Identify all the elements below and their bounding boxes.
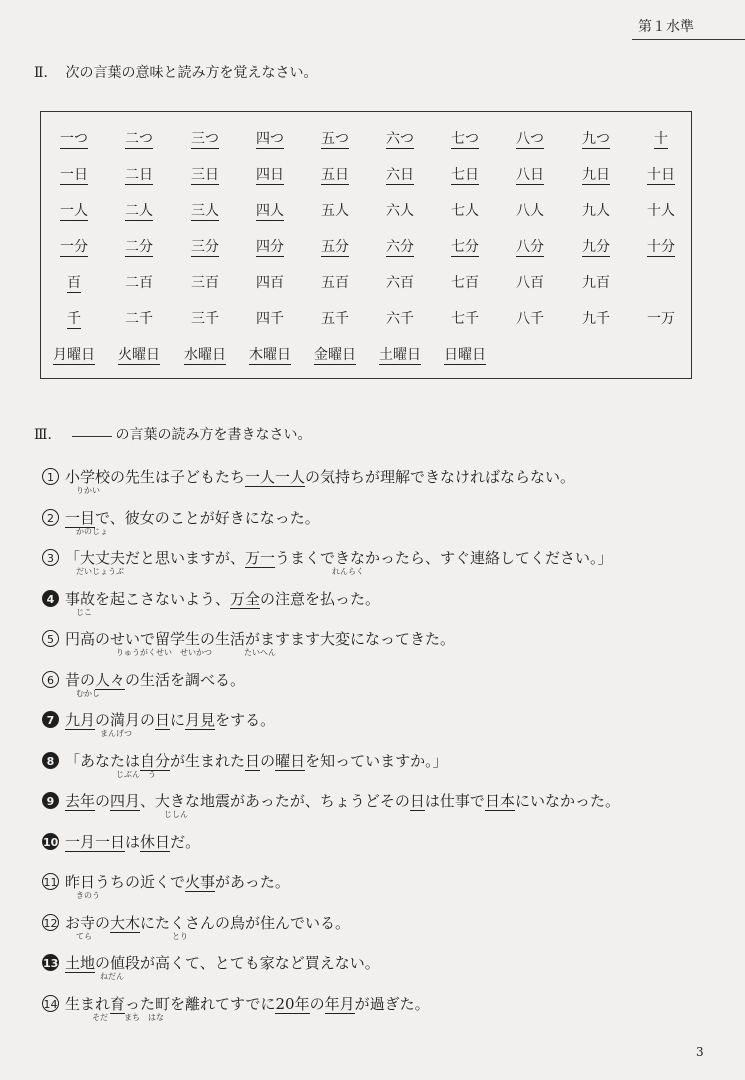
vocab-word-text: 三人: [191, 203, 219, 219]
vocab-word: [245, 344, 295, 364]
vocab-word: [375, 128, 425, 148]
sentence-text: 「あなたは: [65, 751, 141, 770]
vocab-word: [180, 236, 230, 256]
sentence-text: は仕事で: [424, 792, 485, 810]
vocab-word: [375, 236, 425, 256]
level-label: 第１水準: [632, 14, 745, 40]
vocab-word-text: 七百: [451, 275, 479, 291]
vocab-word-text: 十分: [647, 239, 675, 255]
question-item: [42, 750, 722, 790]
question-item: [42, 628, 722, 668]
vocab-word-text: 二人: [125, 203, 153, 219]
sentence-text: を知っていますか。」: [305, 751, 448, 770]
vocab-word: [310, 308, 360, 328]
sentence-text: 昔の: [65, 670, 96, 689]
vocab-word: [440, 200, 490, 220]
sentence-text: の: [309, 994, 325, 1013]
question-number: 2: [42, 509, 59, 526]
vocab-word-text: 五人: [321, 203, 349, 219]
vocab-word-text: 五千: [321, 311, 349, 327]
question-item: [42, 912, 722, 952]
vocab-word-text: 九千: [582, 311, 610, 327]
vocab-word-text: 九百: [582, 275, 610, 291]
question-number: 4: [42, 590, 59, 607]
vocab-word-text: 二日: [125, 167, 153, 183]
vocab-word: [49, 164, 99, 184]
vocab-word-text: 九人: [582, 203, 610, 219]
question-sentence: [65, 590, 380, 609]
question-number: 11: [42, 873, 59, 890]
vocab-word-text: 八分: [516, 239, 544, 255]
target-word: 20年: [275, 994, 310, 1013]
section-3-number: Ⅲ．: [34, 427, 62, 443]
furigana: そだ まち はな: [76, 1012, 164, 1022]
sentence-text: で、彼女のことが好きになった。: [95, 508, 320, 527]
sentence-text: 「大丈夫だと思いますが、: [65, 549, 246, 567]
target-word: 曜日: [275, 751, 306, 770]
vocab-word-text: 六人: [386, 203, 414, 219]
vocab-row: [41, 272, 691, 302]
question-item: [42, 952, 722, 992]
blank-line: [72, 436, 112, 437]
target-word: 育: [110, 994, 126, 1013]
question-number: 14: [42, 995, 59, 1012]
vocab-word-text: 六百: [386, 275, 414, 291]
vocab-word: [310, 272, 360, 292]
target-word: 自分: [140, 751, 171, 770]
vocab-word-text: 十日: [647, 167, 675, 183]
vocab-word-text: 三千: [191, 311, 219, 327]
vocab-word: [505, 272, 555, 292]
furigana: かのじょ: [76, 526, 108, 536]
furigana: むかし: [76, 688, 100, 698]
sentence-text: 昨日うちの近くで: [65, 873, 186, 891]
vocab-word-text: 七日: [451, 167, 479, 183]
question-number: 12: [42, 914, 59, 931]
target-word: 大木: [110, 913, 141, 932]
sentence-text: の: [260, 751, 276, 770]
question-item: [42, 993, 722, 1033]
vocab-word: [505, 236, 555, 256]
furigana: じしん: [76, 810, 188, 819]
section-2-heading: [34, 62, 318, 82]
vocab-word: [636, 164, 686, 184]
question-number: 5: [42, 630, 59, 647]
question-number: 13: [42, 954, 59, 971]
vocab-row: [41, 200, 691, 230]
vocab-word: [636, 236, 686, 256]
vocab-word: [571, 164, 621, 184]
vocab-word: [440, 236, 490, 256]
vocab-word: [180, 308, 230, 328]
vocab-word-text: 一万: [647, 311, 675, 327]
vocab-word: [571, 236, 621, 256]
vocab-word: [440, 344, 490, 364]
vocab-word-text: 八百: [516, 275, 544, 291]
vocabulary-box: [40, 111, 692, 379]
vocab-word: [180, 344, 230, 364]
section-2-number: Ⅱ．: [34, 65, 58, 81]
question-item: [42, 790, 722, 830]
vocab-word-text: 一人: [60, 203, 88, 219]
vocab-word: [180, 128, 230, 148]
vocab-word-text: 水曜日: [184, 347, 226, 363]
vocab-word: [571, 308, 621, 328]
question-item: [42, 871, 722, 911]
sentence-text: うまくできなかったら、すぐ連絡してください。」: [275, 549, 613, 567]
vocab-row: [41, 164, 691, 194]
target-word: 火事: [185, 873, 216, 891]
target-word: 日: [409, 792, 425, 810]
sentence-text: だ。: [170, 832, 201, 851]
sentence-text: 小学校の先生は子どもたち: [65, 468, 246, 486]
vocab-word-text: 五日: [321, 167, 349, 183]
target-word: 土地: [65, 954, 96, 972]
sentence-text: 事故を起こさないよう、: [65, 589, 231, 608]
vocab-word: [636, 200, 686, 220]
sentence-text: が生まれた: [170, 751, 246, 770]
furigana: だいじょうぶ れんらく: [76, 567, 364, 576]
vocab-word: [440, 308, 490, 328]
target-word: 四月: [110, 792, 141, 810]
vocab-word: [505, 128, 555, 148]
vocab-word-text: 四日: [256, 167, 284, 183]
vocab-word: [310, 164, 360, 184]
question-item: [42, 709, 722, 749]
vocab-word-text: 八人: [516, 203, 544, 219]
vocab-word: [245, 308, 295, 328]
vocab-word: [49, 128, 99, 148]
vocab-word-text: 五分: [321, 239, 349, 255]
vocab-word: [114, 200, 164, 220]
vocab-word-text: 二百: [125, 275, 153, 291]
vocab-word: [505, 308, 555, 328]
target-word: 一日: [95, 832, 126, 851]
sentence-text: は: [125, 832, 141, 851]
vocab-word: [180, 200, 230, 220]
vocab-word-text: 三つ: [191, 131, 219, 147]
vocab-row: [41, 128, 691, 158]
vocab-word: [636, 308, 686, 328]
question-item: [42, 831, 722, 871]
vocab-word-text: 二つ: [125, 131, 153, 147]
page-number: 3: [696, 1045, 704, 1059]
vocab-word: [571, 200, 621, 220]
vocab-word: [310, 128, 360, 148]
vocab-word-text: 七つ: [451, 131, 479, 147]
sentence-text: にいなかった。: [514, 792, 620, 810]
vocab-word: [114, 236, 164, 256]
question-number: 6: [42, 671, 59, 688]
question-item: [42, 466, 722, 506]
question-item: [42, 588, 722, 628]
target-word: 休日: [140, 832, 171, 851]
vocab-word-text: 土曜日: [379, 347, 421, 363]
vocab-word-text: 七千: [451, 311, 479, 327]
sentence-text: の満月の: [95, 711, 156, 729]
sentence-text: の: [95, 792, 111, 810]
sentence-text: の注意を払った。: [260, 589, 381, 608]
vocab-word-text: 一分: [60, 239, 88, 255]
vocab-row: [41, 236, 691, 266]
sentence-text: があった。: [215, 873, 290, 891]
vocab-word: [571, 128, 621, 148]
furigana: まんげつ: [76, 729, 132, 738]
vocab-word: [114, 164, 164, 184]
target-word: 去年: [65, 792, 96, 810]
target-word: 一目: [65, 508, 96, 527]
vocab-word: [440, 272, 490, 292]
sentence-text: が過ぎた。: [354, 994, 430, 1013]
vocab-word: [505, 200, 555, 220]
vocab-word: [571, 272, 621, 292]
question-item: [42, 507, 722, 547]
vocab-word-text: 一日: [60, 167, 88, 183]
vocab-word: [310, 200, 360, 220]
question-item: [42, 547, 722, 587]
vocab-word-text: 八日: [516, 167, 544, 183]
sentence-text: った町を離れてすでに: [125, 994, 276, 1013]
question-sentence: [65, 833, 200, 852]
vocab-word-text: 六日: [386, 167, 414, 183]
target-word: 人々: [95, 670, 126, 689]
vocab-word: [440, 164, 490, 184]
target-word: 日: [155, 711, 171, 729]
target-word: 年月: [324, 994, 355, 1013]
question-number: 9: [42, 792, 59, 809]
question-number: 7: [42, 711, 59, 728]
vocab-word: [114, 128, 164, 148]
vocab-word-text: 一つ: [60, 131, 88, 147]
section-3-title: の言葉の読み方を書きなさい。: [115, 427, 312, 443]
sentence-text: 生まれ: [65, 994, 111, 1013]
target-word: 九月: [65, 711, 96, 729]
vocab-word-text: 五百: [321, 275, 349, 291]
furigana: じこ: [76, 607, 92, 617]
vocab-word-text: 十人: [647, 203, 675, 219]
vocab-word: [245, 164, 295, 184]
vocab-word: [49, 200, 99, 220]
question-number: 8: [42, 752, 59, 769]
vocab-word-text: 八つ: [516, 131, 544, 147]
sentence-text: に: [170, 711, 186, 729]
vocab-word-text: 二分: [125, 239, 153, 255]
vocab-word: [636, 128, 686, 148]
vocab-word: [375, 308, 425, 328]
vocab-word-text: 二千: [125, 311, 153, 327]
vocab-word: [114, 308, 164, 328]
vocab-word-text: 四人: [256, 203, 284, 219]
target-word: 万全: [230, 589, 261, 608]
vocab-word: [49, 344, 99, 364]
vocab-word: [245, 200, 295, 220]
vocab-word-text: 四分: [256, 239, 284, 255]
vocab-word-text: 六つ: [386, 131, 414, 147]
vocab-row: [41, 308, 691, 338]
vocab-word: [375, 164, 425, 184]
vocab-word-text: 日曜日: [444, 347, 486, 363]
vocab-word-text: 火曜日: [118, 347, 160, 363]
section-3-heading: [34, 424, 312, 444]
vocab-word-text: 三百: [191, 275, 219, 291]
question-number: 1: [42, 468, 59, 485]
vocab-word-text: 四つ: [256, 131, 284, 147]
vocab-word: [49, 272, 99, 292]
target-word: 日: [245, 751, 261, 770]
target-word: 日本: [484, 792, 515, 810]
sentence-text: をする。: [215, 711, 276, 729]
target-word: 一人一人: [245, 468, 306, 486]
furigana: りゅうがくせい せいかつ たいへん: [76, 648, 276, 657]
vocab-word: [245, 272, 295, 292]
vocab-word: [114, 272, 164, 292]
sentence-text: お寺の: [65, 913, 111, 932]
furigana: じぶん う: [76, 769, 156, 779]
furigana: ねだん: [76, 972, 124, 981]
vocab-word: [180, 272, 230, 292]
vocab-word-text: 九日: [582, 167, 610, 183]
sentence-text: の生活を調べる。: [125, 670, 246, 689]
furigana: きのう: [76, 891, 100, 900]
vocab-word-text: 月曜日: [53, 347, 95, 363]
vocab-word: [440, 128, 490, 148]
vocab-word: [114, 344, 164, 364]
target-word: 一月: [65, 832, 96, 851]
question-sentence: [65, 468, 575, 487]
vocab-word-text: 千: [67, 311, 81, 327]
vocab-word: [310, 236, 360, 256]
vocab-word-text: 金曜日: [314, 347, 356, 363]
vocab-word-text: 四千: [256, 311, 284, 327]
question-item: [42, 669, 722, 709]
vocab-word-text: 五つ: [321, 131, 349, 147]
vocab-word: [49, 236, 99, 256]
vocab-word-text: 六千: [386, 311, 414, 327]
target-word: 月見: [185, 711, 216, 729]
vocab-word: [375, 344, 425, 364]
vocab-word: [245, 236, 295, 256]
section-2-title: 次の言葉の意味と読み方を覚えなさい。: [65, 65, 318, 81]
vocab-word-text: 三日: [191, 167, 219, 183]
vocab-word-text: 七人: [451, 203, 479, 219]
vocab-word-text: 七分: [451, 239, 479, 255]
vocab-word: [505, 164, 555, 184]
question-number: 3: [42, 549, 59, 566]
vocab-word: [49, 308, 99, 328]
vocab-word: [375, 200, 425, 220]
sentence-text: にたくさんの鳥が住んでいる。: [140, 913, 351, 932]
sentence-text: の値段が高くて、とても家など買えない。: [95, 954, 380, 972]
vocab-word-text: 三分: [191, 239, 219, 255]
vocab-word: [180, 164, 230, 184]
vocab-word-text: 八千: [516, 311, 544, 327]
vocab-word-text: 九分: [582, 239, 610, 255]
sentence-text: 、大きな地震があったが、ちょうどその: [140, 792, 410, 810]
question-sentence: [65, 630, 455, 648]
target-word: 万一: [245, 549, 276, 567]
furigana: てら とり: [76, 931, 188, 941]
vocab-row: [41, 344, 691, 374]
vocab-word-text: 百: [67, 275, 81, 291]
vocab-word: [245, 128, 295, 148]
vocab-word-text: 九つ: [582, 131, 610, 147]
furigana: りかい: [76, 486, 100, 495]
sentence-text: 円高のせいで留学生の生活がますます大変になってきた。: [65, 630, 456, 648]
vocab-word-text: 十: [654, 131, 668, 147]
vocab-word-text: 六分: [386, 239, 414, 255]
vocab-word: [375, 272, 425, 292]
question-number: 10: [42, 833, 59, 850]
vocab-word: [310, 344, 360, 364]
vocab-word-text: 木曜日: [249, 347, 291, 363]
vocab-word-text: 四百: [256, 275, 284, 291]
sentence-text: の気持ちが理解できなければならない。: [305, 468, 576, 486]
